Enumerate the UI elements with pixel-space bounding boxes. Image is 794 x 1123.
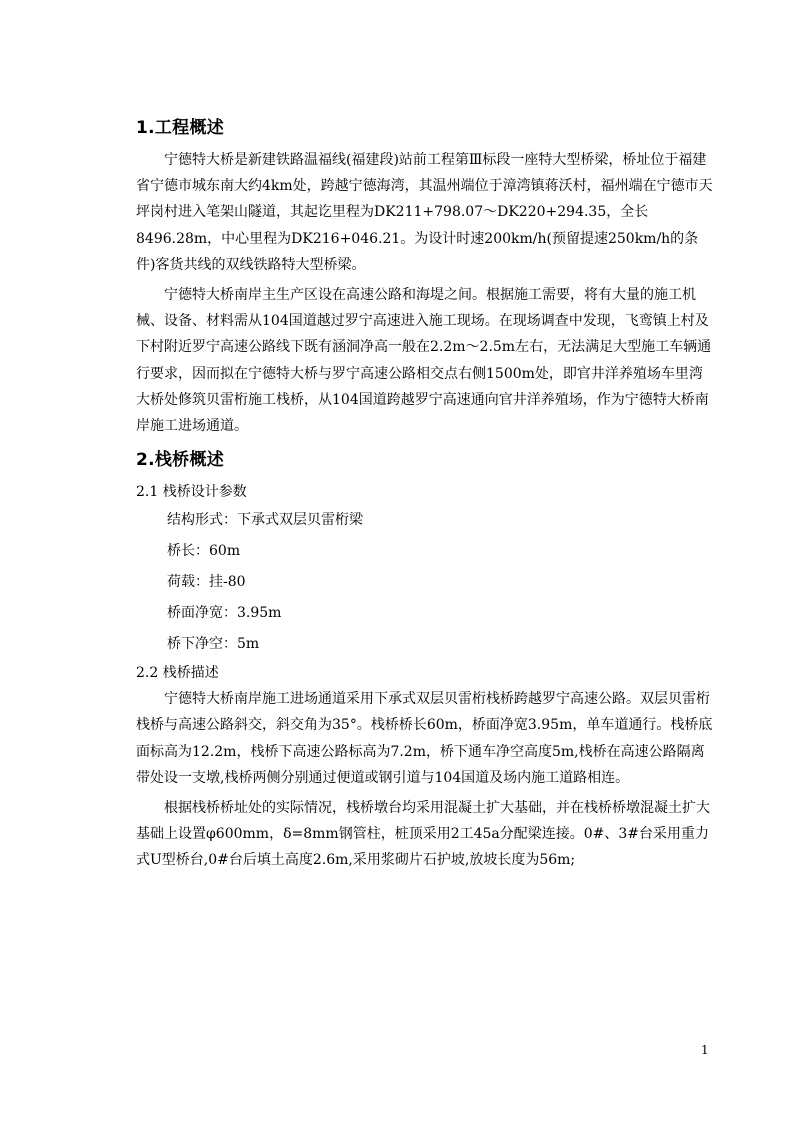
paragraph: 宁德特大桥是新建铁路温福线(福建段)站前工程第Ⅲ标段一座特大型桥梁，桥址位于福建省宁德市城东南大约4km处，跨越宁德海湾，其温州端位于漳湾镇蒋沃村，福州端在宁德市天坪岗村进入笔架山隧道，其起讫里程为DK211+798.07～DK220+294.35，全长8496.28m，中心里程为DK216+046.21。为设计时速200km/h(预留提速250km/h的条件)客货共线的双线铁路特大型桥梁。 — [136, 152, 713, 273]
section-heading-trestle: 2.栈桥概述 — [136, 450, 225, 471]
document-body — [136, 115, 714, 874]
section-heading-overview: 1.工程概述 — [136, 118, 225, 138]
param-clearance: 桥下净空：5m — [167, 636, 260, 653]
param-length: 桥长：60m — [167, 543, 241, 560]
paragraph: 宁德特大桥南岸主生产区设在高速公路和海堤之间。根据施工需要，将有大量的施工机械、设备、材料需从104国道越过罗宁高速进入施工现场。在现场调查中发现，飞鸾镇上村及下村附近罗宁高速公路线下既有涵洞净高一般在2.2m～2.5m左右，无法满足大型施工车辆通行要求，因而拟在宁德特大桥与罗宁高速公路相交点右侧1500m处，即官井洋养殖场车里湾大桥处修筑贝雷桁施工栈桥，从104国道跨越罗宁高速通向官井洋养殖场，作为宁德特大桥南岸施工进场通道。 — [136, 287, 712, 435]
param-load: 荷载：挂-80 — [167, 574, 246, 591]
subsection-heading-description: 2.2 栈桥描述 — [136, 665, 219, 682]
subsection-heading-design-params: 2.1 栈桥设计参数 — [136, 484, 247, 501]
param-structure: 结构形式：下承式双层贝雷桁梁 — [167, 512, 363, 529]
paragraph: 根据栈桥桥址处的实际情况，栈桥墩台均采用混凝土扩大基础，并在栈桥桥墩混凝土扩大基础上设置φ600mm，δ=8mm钢管柱，桩顶采用2工45a分配梁连接。0#、3#台采用重力式U型桥台,0#台后填土高度2.6m,采用浆砌片石护坡,放坡长度为56m; — [136, 800, 710, 869]
page-number: 1 — [701, 1043, 709, 1057]
param-deck-width: 桥面净宽：3.95m — [167, 605, 282, 622]
paragraph: 宁德特大桥南岸施工进场通道采用下承式双层贝雷桁栈桥跨越罗宁高速公路。双层贝雷桁栈桥与高速公路斜交，斜交角为35°。栈桥桥长60m，桥面净宽3.95m，单车道通行。栈桥底面标高为12.2m，栈桥下高速公路标高为7.2m，桥下通车净空高度5m,栈桥在高速公路隔离带处设一支墩,栈桥两侧分别通过便道或钢引道与104国道及场内施工道路相连。 — [136, 691, 713, 786]
